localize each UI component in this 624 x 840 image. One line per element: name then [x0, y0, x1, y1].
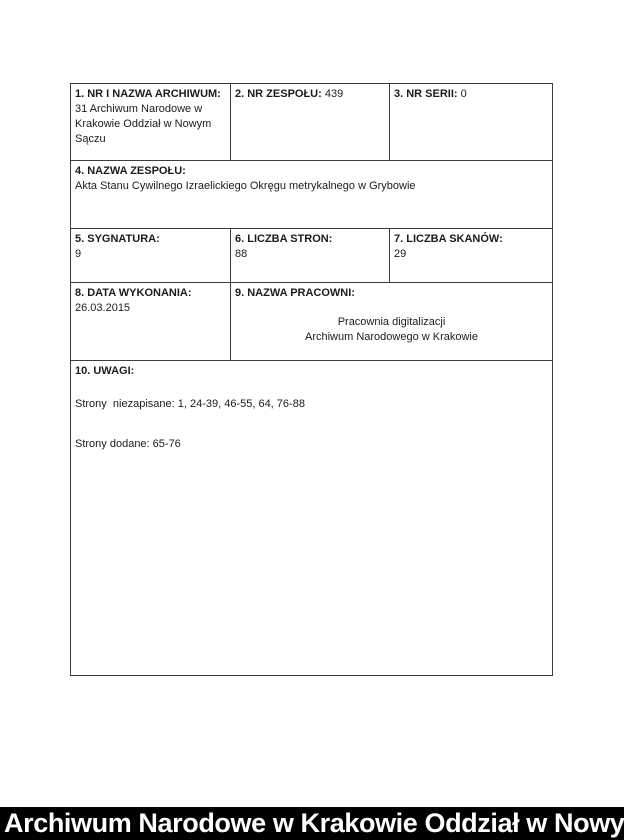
- series-number-label: 3. NR SERII:: [394, 88, 458, 100]
- cell-signature: [71, 229, 231, 283]
- archive-label: 1. NR I NAZWA ARCHIWUM:: [75, 88, 221, 100]
- row-archive: [71, 84, 553, 161]
- row-execution: [71, 283, 553, 361]
- scan-count-value: 29: [394, 248, 407, 260]
- fonds-name-value: Akta Stanu Cywilnego Izraelickiego Okręgu metrykalnego w Grybowie: [75, 180, 416, 192]
- cell-archive: [71, 84, 231, 161]
- metadata-table: [70, 83, 553, 676]
- series-number-value: 0: [460, 88, 467, 100]
- remarks-line1: Strony niezapisane: 1, 24-39, 46-55, 64, 76-88: [75, 398, 305, 410]
- execution-date-label: 8. DATA WYKONANIA:: [75, 287, 192, 299]
- signature-label: 5. SYGNATURA:: [75, 233, 160, 245]
- cell-remarks: [71, 361, 553, 676]
- archive-value: 31 Archiwum Narodowe w Krakowie Oddział w Nowym Sączu: [75, 103, 212, 145]
- signature-value: 9: [75, 248, 82, 260]
- remarks-line2: Strony dodane: 65-76: [75, 438, 181, 450]
- cell-workshop: [231, 283, 553, 361]
- row-remarks: [71, 361, 553, 676]
- remarks-label: 10. UWAGI:: [75, 365, 135, 377]
- footer-banner-text: Archiwum Narodowe w Krakowie Oddział w Nowy: [4, 808, 624, 838]
- footer-banner: [0, 807, 624, 840]
- row-fonds-name: [71, 161, 553, 229]
- page-count-value: 88: [235, 248, 248, 260]
- fonds-number-value: 439: [324, 88, 344, 100]
- scan-count-label: 7. LICZBA SKANÓW:: [394, 233, 503, 245]
- workshop-line2: Archiwum Narodowego w Krakowie: [304, 331, 478, 343]
- fonds-name-label: 4. NAZWA ZESPOŁU:: [75, 165, 186, 177]
- cell-page-count: [231, 229, 390, 283]
- cell-fonds-number: [231, 84, 390, 161]
- cell-execution-date: [71, 283, 231, 361]
- execution-date-value: 26.03.2015: [75, 302, 131, 314]
- cell-fonds-name: [71, 161, 553, 229]
- workshop-line1: Pracownia digitalizacji: [337, 316, 446, 328]
- fonds-number-label: 2. NR ZESPOŁU:: [235, 88, 322, 100]
- workshop-label: 9. NAZWA PRACOWNI:: [235, 287, 355, 299]
- page-count-label: 6. LICZBA STRON:: [235, 233, 333, 245]
- cell-series-number: [390, 84, 553, 161]
- row-signature: [71, 229, 553, 283]
- cell-scan-count: [390, 229, 553, 283]
